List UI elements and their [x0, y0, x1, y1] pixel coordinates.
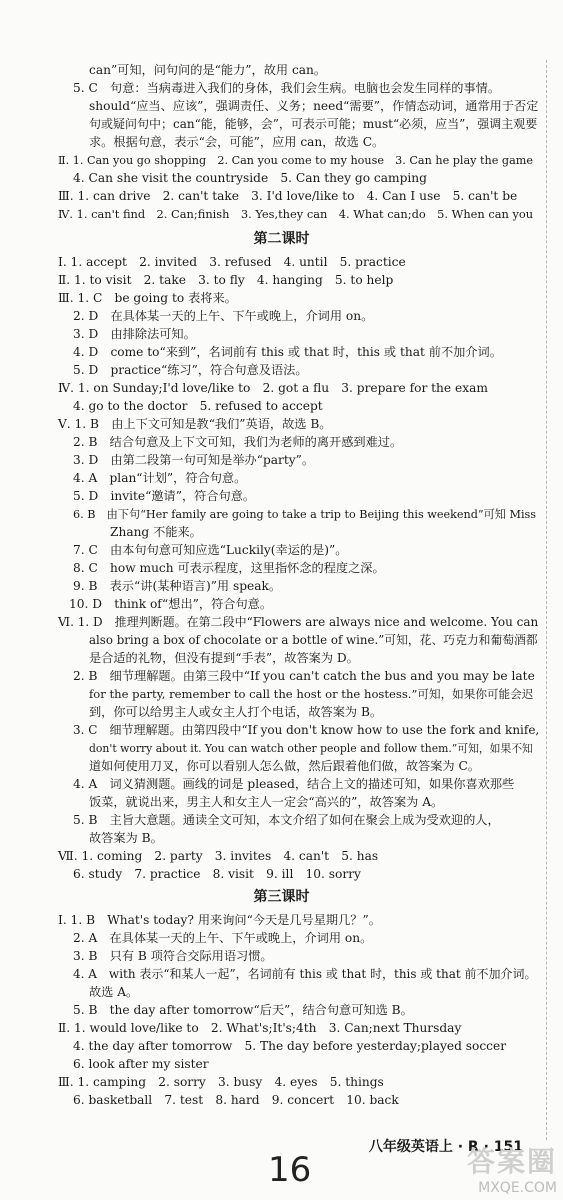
- answer-line: 3. D 由排除法可知。: [73, 327, 196, 341]
- answer-line: 10. D think of“想出”，符合句意。: [69, 597, 273, 611]
- answer-line: Ⅲ. 1. camping 2. sorry 3. busy 4. eyes 5. things: [58, 1075, 384, 1089]
- handwritten-page-number: 16: [268, 1150, 312, 1190]
- answer-line: 2. D 在具体某一天的上午、下午或晚上，介词用 on。: [73, 309, 374, 323]
- answer-line: 到，你可以给男主人或女主人打个电话，故答案为 B。: [89, 705, 383, 719]
- answer-line: 6. basketball 7. test 8. hard 9. concert 10. back: [73, 1093, 399, 1107]
- answer-line: 3. C 细节理解题。由第四段中“If you don't know how to use the fork and knife,: [73, 723, 540, 737]
- answer-line: 5. B the day after tomorrow“后天”，结合句意可知选 B。: [73, 1003, 413, 1017]
- binding-line: [546, 60, 547, 1140]
- answer-line: 6. study 7. practice 8. visit 9. ill 10. sorry: [73, 867, 361, 881]
- section-heading: 第二课时: [253, 231, 310, 247]
- answer-line: 6. B 由下句“Her family are going to take a trip to Beijing this weekend”可知 Miss: [73, 508, 537, 521]
- answer-line: 4. D come to“来到”，名词前有 this 或 that 时，this 或 that 前不加介词。: [73, 345, 502, 359]
- answer-line: 2. A 在具体某一天的上午、下午或晚上，介词用 on。: [73, 931, 373, 945]
- answer-line: Ⅳ. 1. on Sunday;I'd love/like to 2. got a flu 3. prepare for the exam: [58, 381, 488, 395]
- answer-line: Ⅲ. 1. can drive 2. can't take 3. I'd love/like to 4. Can I use 5. can't be: [58, 189, 518, 203]
- answer-line: Ⅰ. 1. B What's today? 用来询问“今天是几号星期几？”。: [58, 913, 381, 927]
- answer-line: Ⅵ. 1. D 推理判断题。在第二段中“Flowers are always nice and welcome. You can: [58, 615, 539, 629]
- answer-line: 6. look after my sister: [73, 1057, 209, 1071]
- answer-line: 4. Can she visit the countryside 5. Can they go camping: [73, 171, 427, 185]
- answer-line: 7. C 由本句句意可知应选“Luckily(幸运的是)”。: [73, 543, 348, 557]
- answer-line: Ⅰ. 1. accept 2. invited 3. refused 4. until 5. practice: [58, 255, 406, 269]
- answer-line: Ⅲ. 1. C be going to 表将来。: [58, 291, 237, 305]
- answer-line: 故选 A。: [89, 985, 139, 999]
- answer-line: 4. the day after tomorrow 5. The day before yesterday;played soccer: [73, 1039, 507, 1053]
- answer-line: 求。根据句意，表示“会，可能”，应用 can，故选 C。: [89, 135, 385, 149]
- answer-line: 2. B 细节理解题。由第三段中“If you can't catch the bus and you may be late: [73, 669, 535, 683]
- watermark-big: 答案圈: [466, 1145, 557, 1178]
- answer-line: 4. A plan“计划”，符合句意。: [73, 471, 247, 485]
- answer-line: don't worry about it. You can watch other people and follow them.”可知，如果不知: [89, 742, 533, 755]
- answer-line: 故答案为 B。: [89, 831, 163, 845]
- answer-line: 句或疑问句中；can“能，能够，会”，可表示可能；must“必须，应当”，强调主观要: [89, 117, 538, 131]
- answer-line: 5. B 主旨大意题。通读全文可知，本文介绍了如何在聚会上成为受欢迎的人，: [73, 813, 500, 827]
- answer-line: can”可知，问句问的是“能力”，故用 can。: [89, 63, 327, 77]
- watermark-logo: [467, 1140, 557, 1196]
- answer-line: 道如何使用刀叉，你可以看别人怎么做，然后跟着他们做，故答案为 C。: [89, 759, 481, 773]
- answer-line: 5. D practice“练习”，符合句意及语法。: [73, 363, 308, 377]
- answer-line: 饭菜，就说出来，男主人和女主人一定会“高兴的”，故答案为 A。: [89, 795, 444, 809]
- answer-line: Ⅶ. 1. coming 2. party 3. invites 4. can't 5. has: [58, 849, 379, 863]
- answer-line: Ⅱ. 1. Can you go shopping 2. Can you come to my house 3. Can he play the game: [58, 154, 533, 167]
- watermark-small: MXQE.COM: [478, 1180, 557, 1196]
- answer-line: Ⅱ. 1. would love/like to 2. What's;It's;4th 3. Can;next Thursday: [58, 1021, 462, 1035]
- answer-line: Ⅴ. 1. B 由上下文可知是教“我们”英语，故选 B。: [58, 417, 332, 431]
- answer-line: 5. C 句意：当病毒进入我们的身体，我们会生病。电脑也会发生同样的事情。: [73, 81, 501, 95]
- answer-line: 8. C how much 可表示程度，这里指怀念的程度之深。: [73, 561, 385, 575]
- answer-line: 是合适的礼物，但没有提到“手表”，故答案为 D。: [89, 651, 359, 665]
- answer-line: should“应当、应该”，强调责任、义务；need“需要”，作情态动词，通常用于否定: [89, 99, 539, 113]
- answer-line: 9. B 表示“讲(某种语言)”用 speak。: [73, 579, 282, 593]
- answer-line: Ⅳ. 1. can't find 2. Can;finish 3. Yes,they can 4. What can;do 5. When can you: [58, 207, 534, 221]
- answer-line: for the party, remember to call the host or the hostess.”可知，如果你可能会迟: [89, 687, 534, 701]
- answer-line: also bring a box of chocolate or a bottle of wine.”可知，花、巧克力和葡萄酒都: [89, 633, 538, 647]
- answer-line: 4. go to the doctor 5. refused to accept: [73, 399, 323, 413]
- answer-line: 4. A with 表示“和某人一起”，名词前有 this 或 that 时，this 或 that 前不加介词。: [73, 967, 537, 981]
- answer-line: 3. B 只有 B 项符合交际用语习惯。: [73, 949, 273, 963]
- answer-line: Zhang 不能来。: [110, 525, 202, 539]
- section-heading: 第三课时: [253, 889, 310, 905]
- answer-line: 5. D invite“邀请”，符合句意。: [73, 489, 256, 503]
- answer-line: 2. B 结合句意及上下文可知，我们为老师的离开感到难过。: [73, 435, 403, 449]
- answer-line: 3. D 由第二段第一句可知是举办“party”。: [73, 453, 315, 467]
- answer-line: 4. A 词义猜测题。画线的词是 pleased，结合上文的描述可知，如果你喜欢那些: [73, 777, 515, 791]
- answer-line: Ⅱ. 1. to visit 2. take 3. to fly 4. hanging 5. to help: [58, 273, 394, 287]
- page-footer: 八年级英语上 · R · 151: [368, 1139, 523, 1155]
